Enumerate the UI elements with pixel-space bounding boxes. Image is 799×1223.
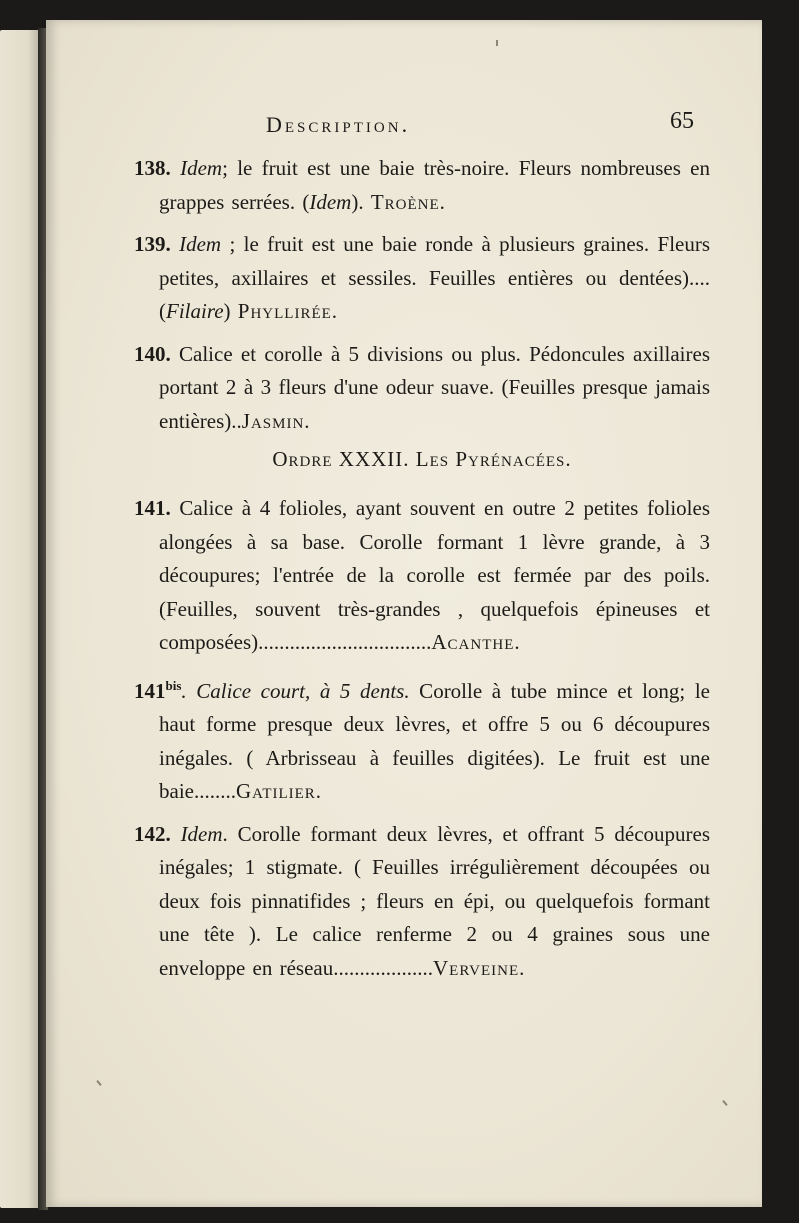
entry-138 [134,152,710,219]
entry-number: 141. [134,496,171,520]
entry-141 [134,492,710,660]
facing-page-edge [0,30,40,1208]
paper-speck [722,1100,727,1106]
entry-number: 138. [134,156,171,180]
running-head [134,108,710,152]
entry-text: . Corolle formant deux lèvres, et offrant 5 découpures inégales; 1 stigmate. ( Feuilles irrégulièrement découpées ou deux fois pinnatifides ; fleurs en épi, ou quelquefois formant une tête ). Le calice renferme 2 ou 4 graines sous une enveloppe en réseau................... [159,821,710,980]
entry-text-after: ) [223,299,238,323]
entry-number: 139. [134,232,171,256]
entry-reference: Filaire [166,299,224,323]
entry-number: 141 [134,678,166,703]
entry-141-bis [134,669,710,809]
plant-name: Jasmin. [241,408,311,433]
entry-text: Calice à 4 folioles, ayant souvent en outre 2 petites folioles alongées à sa base. Corolle formant 1 lèvre grande, à 3 découpures; l'entrée de la corolle est fermée par des poils. (Feuilles, souvent très-grandes , quelquefois épineuses et composées)................................. [159,496,710,654]
page-number: 65 [670,108,694,134]
plant-name: Gatilier. [235,779,323,803]
plant-name: Verveine. [433,955,526,980]
entry-label: . Calice court, à 5 dents. [181,678,410,703]
entry-number: 140. [134,341,171,366]
entry-text: ; le fruit est une baie ronde à plusieurs graines. Fleurs petites, axillaires et sessiles. Feuilles entières ou dentées)....( [159,232,711,323]
paper-speck [96,1080,101,1086]
book-page [46,20,762,1207]
paper-speck [496,40,498,46]
entry-text: Corolle à tube mince et long; le haut forme presque deux lèvres, et offre 5 ou 6 découpures inégales. ( Arbrisseau à feuilles digitées). Le fruit est une baie........ [159,678,710,803]
entry-text-after: ). [351,189,371,214]
page-text-block [134,108,711,994]
entry-number: 142. [134,821,171,846]
entry-139 [134,228,710,329]
entry-label: Idem [180,156,223,180]
entry-reference: Idem [309,189,352,214]
entry-number-suffix: bis [165,677,182,693]
plant-name: Phyllirée. [237,299,339,323]
order-heading: Ordre XXXII. Les Pyrénacées. [272,447,572,471]
plant-name: Troène. [370,189,446,214]
entry-text: ; le fruit est une baie très-noire. Fleurs nombreuses en grappes serrées. ( [159,156,711,214]
entry-140 [134,338,710,439]
plant-name: Acanthe. [431,630,521,654]
entry-label: Idem [180,821,223,846]
entry-text: Calice et corolle à 5 divisions ou plus. Pédoncules axillaires portant 2 à 3 fleurs d'une odeur suave. (Feuilles presque jamais entières).. [159,341,710,433]
running-head-title: Description. [266,112,411,137]
entry-142 [134,818,710,986]
entry-label: Idem [179,232,222,256]
